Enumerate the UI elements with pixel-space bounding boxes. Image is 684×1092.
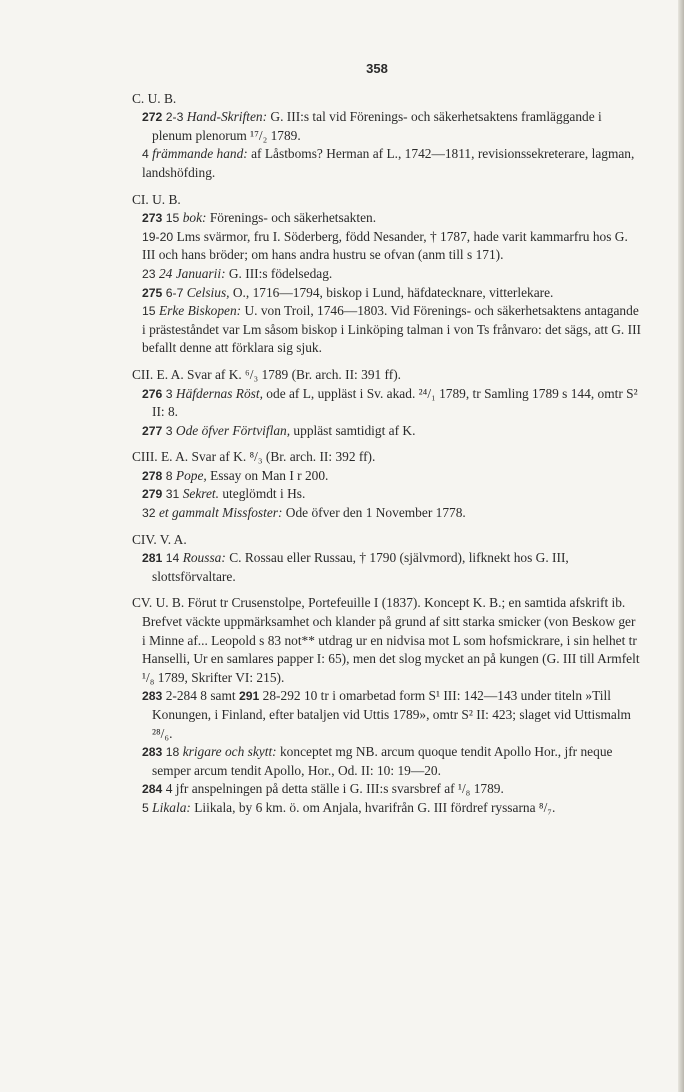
entry-lead: Pope, <box>175 467 207 483</box>
entry-text: C. Rossau eller Russau, † 1790 (självmord), lifknekt hos G. III, slottsförvaltare. <box>152 550 569 584</box>
entry: 32 et gammalt Missfoster: Ode öfver den 1 November 1778. <box>142 505 466 521</box>
entry-lead: Celsius, <box>186 284 230 300</box>
entry-number: 273 <box>142 211 163 226</box>
section-header: CI. U. B. <box>132 191 181 207</box>
entry-text: af Låstboms? Herman af L., 1742—1811, revisionssekreterare, lagman, landshöfding. <box>142 146 635 180</box>
page-edge <box>678 0 684 1092</box>
entry: 272 2-3 Hand-Skriften: G. III:s tal vid Förenings- och säkerhetsaktens framläggande i plenum plenorum ¹⁷/₂ 1789. <box>142 109 602 143</box>
entry-text: Lms svärmor, fru I. Söderberg, född Nesander, † 1787, hade varit kammarfru hos G. III och hans bröder; om hans andra hustru se ofvan (anm till s 171). <box>142 228 628 263</box>
entry-lead: krigare och skytt: <box>182 744 277 760</box>
entry-number: 283 <box>142 689 163 704</box>
entry-lead: Hand-Skriften: <box>186 109 268 125</box>
section-header: CIII. E. A. Svar af K. ⁸/₃ (Br. arch. II: 392 ff). <box>132 449 376 465</box>
entry-text: konceptet mg NB. arcum quoque tendit Apollo Hor., jfr neque semper arcum tendit Apollo, Hor., Od. II: 10: 19—20. <box>152 744 613 778</box>
entry: 279 31 Sekret. uteglömdt i Hs. <box>142 486 306 502</box>
entry: 273 15 bok: Förenings- och säkerhetsakten. <box>142 210 377 226</box>
entry: 277 3 Ode öfver Förtviflan, uppläst samtidigt af K. <box>142 422 416 438</box>
entry: 276 3 Häfdernas Röst, ode af L, uppläst i Sv. akad. ²⁴/₁ 1789, tr Samling 1789 s 144, omtr S² II: 8. <box>142 385 638 420</box>
section-header: C. U. B. <box>132 90 177 106</box>
entry: 278 8 Pope, Essay on Man I r 200. <box>142 467 329 483</box>
section-cii <box>132 366 642 440</box>
entry-number: 291 <box>238 689 260 704</box>
entry-text: U. von Troil, 1746—1803. Vid Förenings- och säkerhetsaktens antagande i prästeståndet var Lm såsom biskop i Linköping talman i von Ts frånvaro: det sägs, att G. III befallt denne att förklara sig sjuk. <box>142 303 642 356</box>
entry-text: G. III:s födelsedag. <box>225 265 333 281</box>
entry-text: 4 jfr anspelningen på detta ställe i G. III:s svarsbref af ¹/₈ 1789. <box>162 781 504 797</box>
section-c <box>132 90 642 183</box>
entry-lead: Roussa: <box>182 550 226 566</box>
entry-lead: Erke Biskopen: <box>158 303 242 319</box>
entry: 19-20 Lms svärmor, fru I. Söderberg, född Nesander, † 1787, hade varit kammarfru hos G. III och hans bröder; om hans andra hustru se ofvan (anm till s 171). <box>142 228 628 263</box>
entry-text: Förenings- och säkerhetsakten. <box>206 210 377 226</box>
entry-lead: et gammalt Missfoster: <box>158 505 283 521</box>
entry: 5 Likala: Liikala, by 6 km. ö. om Anjala, hvarifrån G. III fördref ryssarna ⁸/₇. <box>142 799 556 815</box>
entry: 281 14 Roussa: C. Rossau eller Russau, † 1790 (självmord), lifknekt hos G. III, slottsförvaltare. <box>142 550 569 584</box>
entry-lead: 24 Januarii: <box>158 265 226 281</box>
section-civ <box>132 531 642 587</box>
entry-text: 28-292 10 tr i omarbetad form S¹ III: 142—143 under titeln »Till Konungen, i Finland, efter bataljen vid Uttis 1789», omtr S² II: 423; slaget vid Uttismalm ²⁸/₆. <box>152 688 631 741</box>
entry-lead: Ode öfver Förtviflan, <box>175 422 291 438</box>
document-page <box>132 60 642 826</box>
entry: 4 främmande hand: af Låstboms? Herman af L., 1742—1811, revisionssekreterare, lagman, landshöfding. <box>142 146 635 180</box>
entry <box>142 780 642 799</box>
entry-lead: främmande hand: <box>152 146 248 162</box>
entry-number: 272 <box>142 110 163 125</box>
entry-number: 278 <box>142 468 163 483</box>
entry-text: G. III:s tal vid Förenings- och säkerhetsaktens framläggande i plenum plenorum ¹⁷/₂ 1789. <box>152 109 602 143</box>
section-header: CV. U. B. Förut tr Crusenstolpe, Portefeuille I (1837). Koncept K. B.; en samtida afskrift ib. Brefvet väckte uppmärksamhet och klander på grund af sitt starka smicker (von Beskow ger i Minne af... Leopold s 83 not** utdrag ur en nidvisa mot L som hofsmickrare, i sin helhet tr Hanselli, Ur en samlares papper I: 65), men det slog mycket an på kungen (G. III till Armfelt ¹/₈ 1789, Skrifter VI: 215). <box>132 595 640 685</box>
entry-lead: Häfdernas Röst, <box>175 385 263 401</box>
entry-lead: Sekret. <box>182 486 219 502</box>
entry-number: 275 <box>142 285 163 300</box>
entry: 275 6-7 Celsius, O., 1716—1794, biskop i Lund, häfdatecknare, vitterlekare. <box>142 284 554 300</box>
entry-text: O., 1716—1794, biskop i Lund, häfdatecknare, vitterlekare. <box>229 284 554 300</box>
entry-text: Essay on Man I r 200. <box>206 467 329 483</box>
section-ciii <box>132 448 642 522</box>
section-ci <box>132 191 642 358</box>
entry: 283 2-284 8 samt 291 28-292 10 tr i omarbetad form S¹ III: 142—143 under titeln »Till Konungen, i Finland, efter bataljen vid Uttis 1789», omtr S² II: 423; slaget vid Uttismalm ²⁸/₆. <box>142 688 631 741</box>
entry-text: ode af L, uppläst i Sv. akad. ²⁴/₁ 1789, tr Samling 1789 s 144, omtr S² II: 8. <box>152 385 638 420</box>
entry: 15 Erke Biskopen: U. von Troil, 1746—1803. Vid Förenings- och säkerhetsaktens antagande i prästeståndet var Lm såsom biskop i Linköping talman i von Ts frånvaro: det sägs, att G. III befallt denne att förklara sig sjuk. <box>142 303 642 356</box>
entry-text: uppläst samtidigt af K. <box>290 422 416 438</box>
entry-lead: Likala: <box>152 799 191 815</box>
entry-number: 284 <box>142 782 163 797</box>
entry-number: 283 <box>142 745 163 760</box>
entry-number: 281 <box>142 551 163 566</box>
entry-number: 277 <box>142 423 163 438</box>
entry-text: Ode öfver den 1 November 1778. <box>282 505 466 521</box>
section-header: CIV. V. A. <box>132 531 187 547</box>
entry: 23 24 Januarii: G. III:s födelsedag. <box>142 265 333 281</box>
section-cv <box>132 594 642 817</box>
entry-text: uteglömdt i Hs. <box>219 486 306 502</box>
page-number: 358 <box>366 61 388 76</box>
section-header: CII. E. A. Svar af K. ⁶/₃ 1789 (Br. arch. II: 391 ff). <box>132 366 402 382</box>
entry: 283 18 krigare och skytt: konceptet mg NB. arcum quoque tendit Apollo Hor., jfr neque semper arcum tendit Apollo, Hor., Od. II: 10: 19—20. <box>142 744 613 778</box>
entry-text: Liikala, by 6 km. ö. om Anjala, hvarifrån G. III fördref ryssarna ⁸/₇. <box>190 799 556 815</box>
entry-number: 276 <box>142 386 163 401</box>
entry-lead: bok: <box>182 210 207 226</box>
entry-number: 279 <box>142 487 163 502</box>
